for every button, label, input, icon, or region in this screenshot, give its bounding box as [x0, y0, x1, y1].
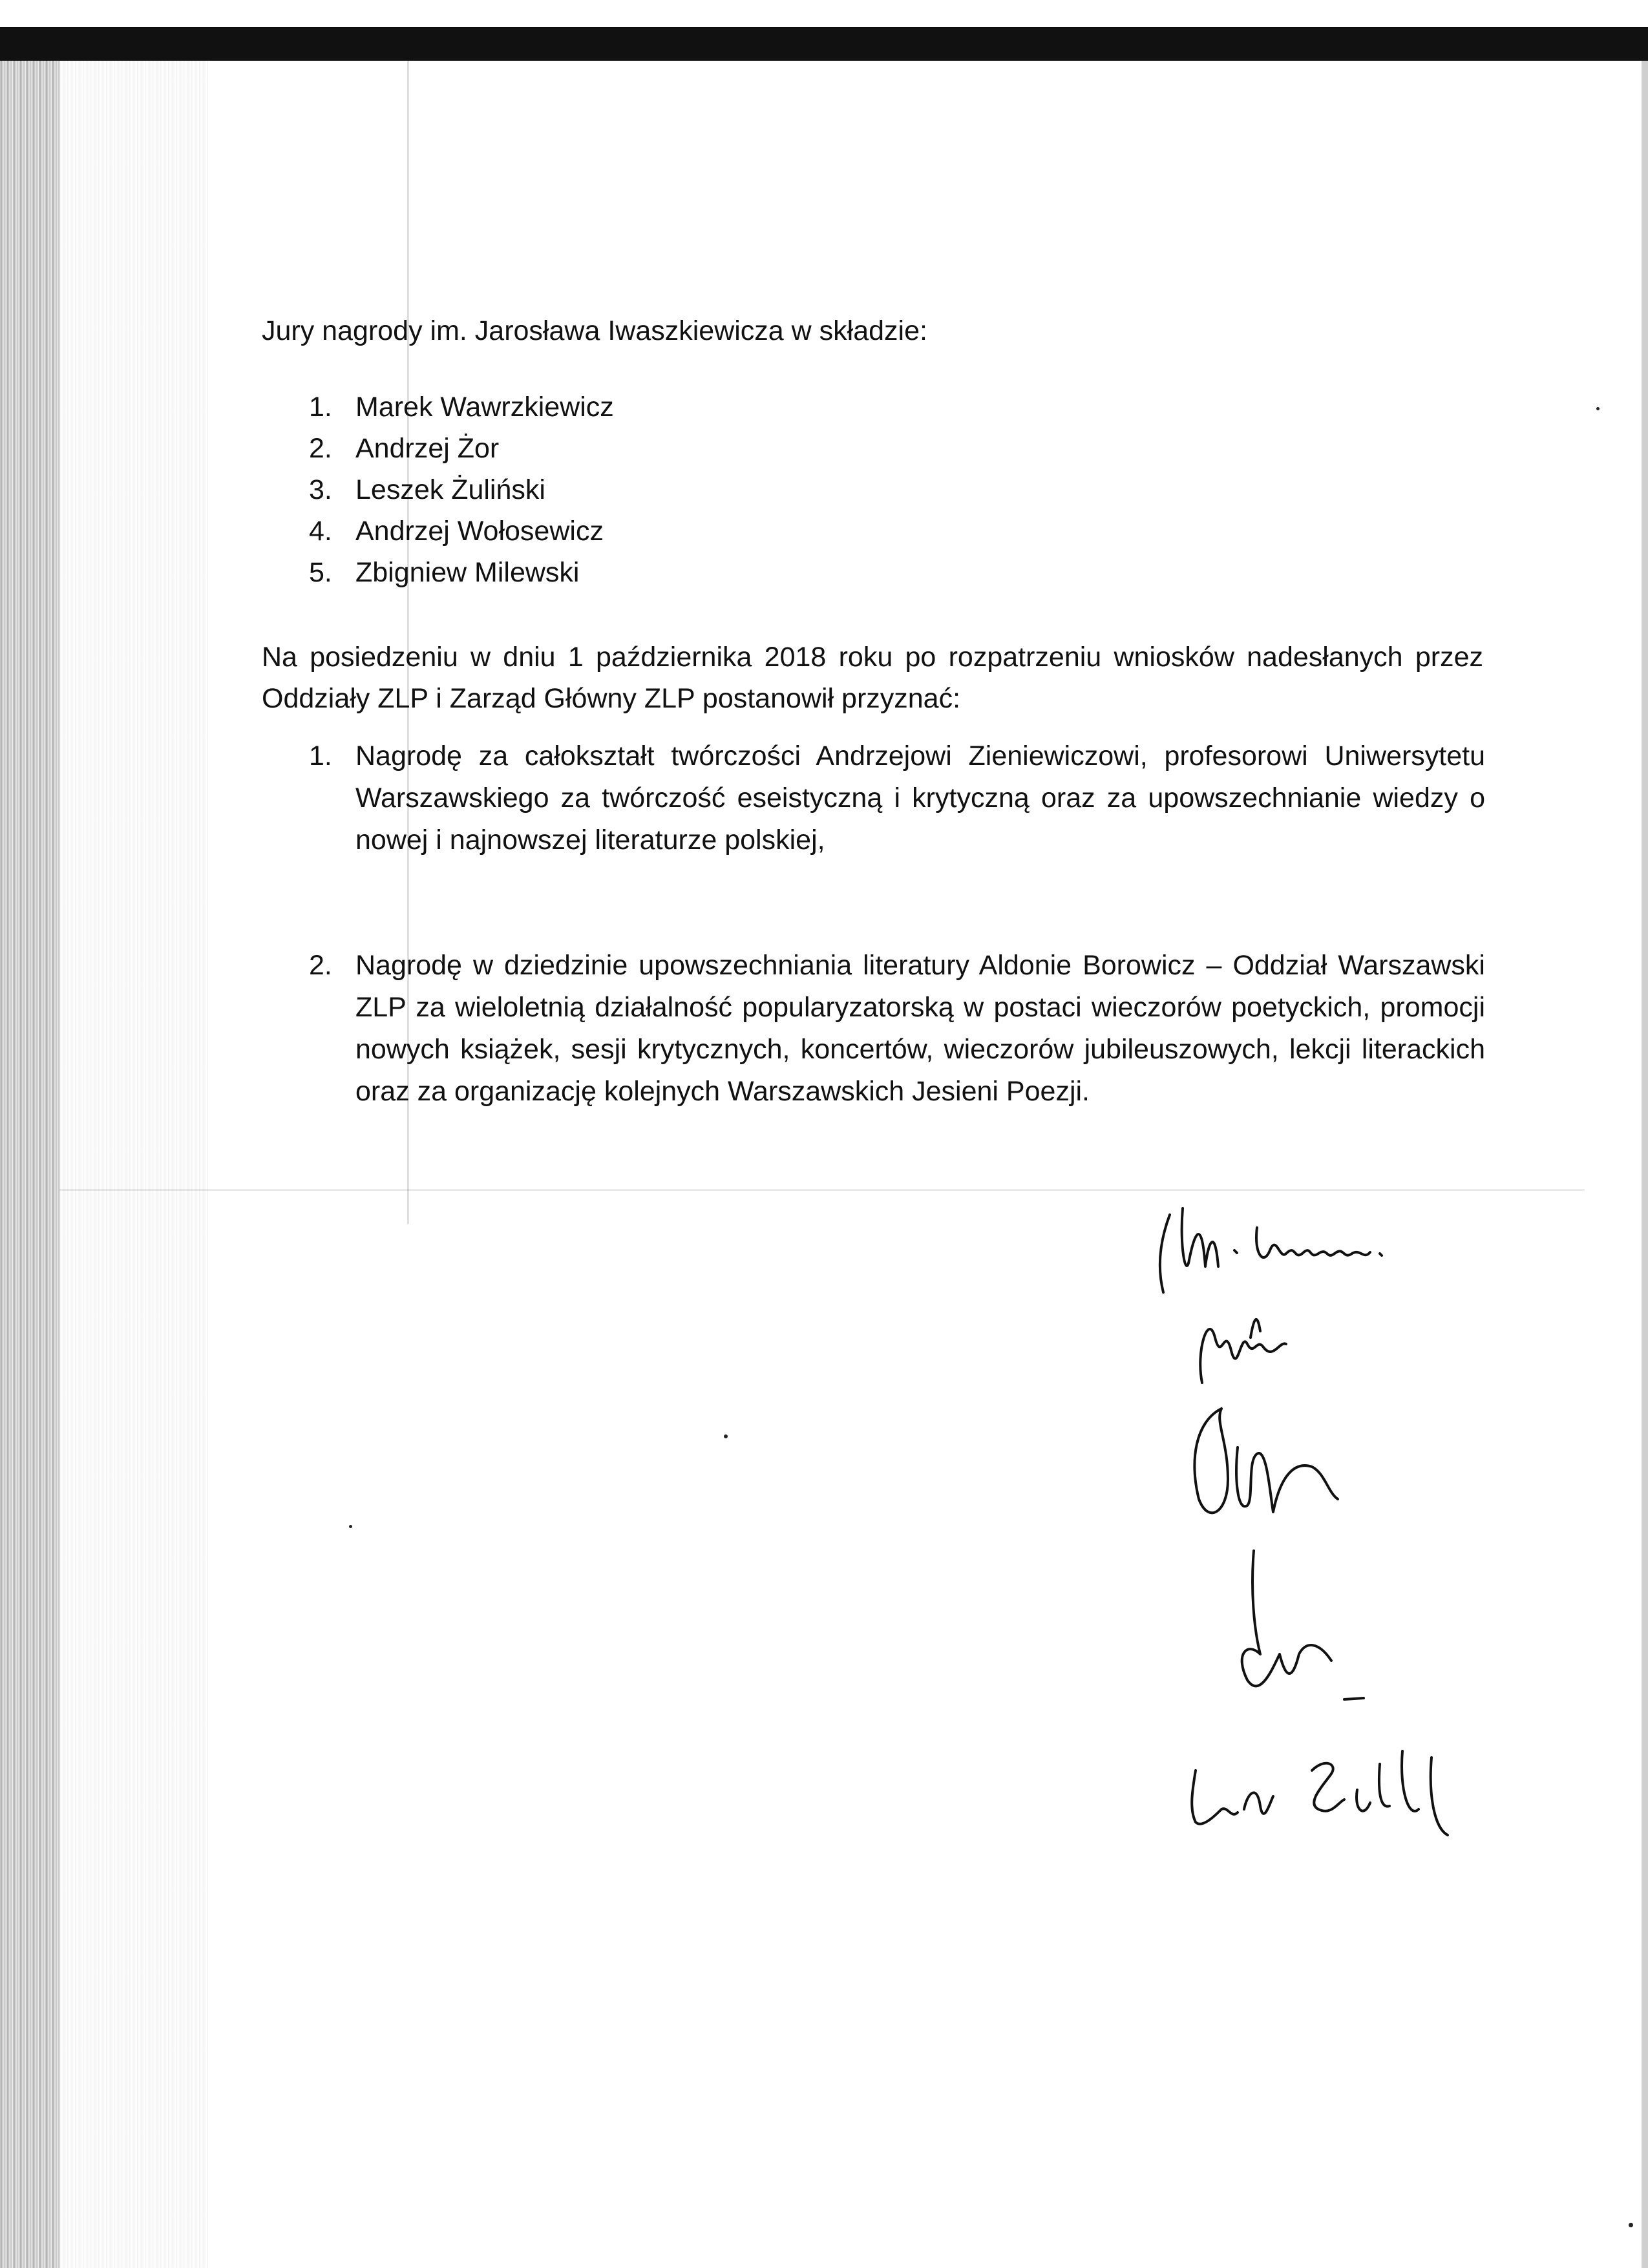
jury-member-name: Marek Wawrzkiewicz: [355, 392, 614, 423]
jury-member: [309, 510, 614, 552]
jury-member-name: Leszek Żuliński: [355, 474, 545, 505]
scan-speck: [1629, 2223, 1633, 2227]
list-number: 2.: [309, 433, 332, 464]
scan-top-border: [0, 27, 1648, 61]
signature-1: [1160, 1208, 1382, 1292]
scan-left-shadow: [59, 61, 208, 2268]
jury-member-name: Andrzej Żor: [355, 433, 500, 464]
signature-2: [1200, 1319, 1286, 1383]
jury-member: [309, 552, 614, 593]
scan-speck: [1596, 407, 1600, 410]
award-entry: [309, 945, 1485, 1113]
list-number: 3.: [309, 474, 332, 505]
jury-member-name: Andrzej Wołosewicz: [355, 516, 604, 547]
jury-member: [309, 386, 614, 428]
list-number: 1.: [309, 392, 332, 423]
signature-4: [1242, 1551, 1364, 1699]
scan-speck: [724, 1434, 728, 1438]
award-item: [309, 945, 1485, 1113]
scan-right-edge: [1642, 61, 1648, 2268]
jury-list: [309, 386, 614, 593]
list-number: 1.: [309, 740, 332, 772]
signature-5: [1192, 1751, 1448, 1835]
decision-paragraph: Na posiedzeniu w dniu 1 października 2018 roku po rozpatrzeniu wniosków nadesłanych przez Oddziały ZLP i Zarząd Główny ZLP postanowił przyznać:: [262, 642, 1483, 714]
scan-left-edge: [0, 61, 59, 2268]
list-number: 2.: [309, 950, 332, 981]
award-entry: [309, 735, 1485, 861]
jury-member: [309, 469, 614, 510]
signature-3: [1194, 1409, 1338, 1513]
list-number: 5.: [309, 557, 332, 588]
jury-member: [309, 428, 614, 469]
scan-speck: [349, 1525, 352, 1528]
award-text: Nagrodę za całokształt twórczości Andrzejowi Zieniewiczowi, profesorowi Uniwersytetu Warszawskiego za twórczość eseistyczną i krytyczną oraz za upowszechnianie wiedzy o nowej i najnowszej literaturze polskiej,: [355, 740, 1485, 856]
jury-member-name: Zbigniew Milewski: [355, 557, 580, 588]
award-item: [309, 735, 1485, 861]
award-text: Nagrodę w dziedzinie upowszechniania literatury Aldonie Borowicz – Oddział Warszawski ZLP za wieloletnią działalność popularyzatorską w postaci wieczorów poetyckich, promocji nowych książek, sesji krytycznych, koncertów, wieczorów jubileuszowych, lekcji literackich oraz za organizację kolejnych Warszawskich Jesieni Poezji.: [355, 950, 1485, 1107]
list-number: 4.: [309, 516, 332, 547]
handwritten-signatures: [1125, 1189, 1629, 1874]
intro-text: Jury nagrody im. Jarosława Iwaszkiewicza w składzie:: [262, 315, 927, 346]
